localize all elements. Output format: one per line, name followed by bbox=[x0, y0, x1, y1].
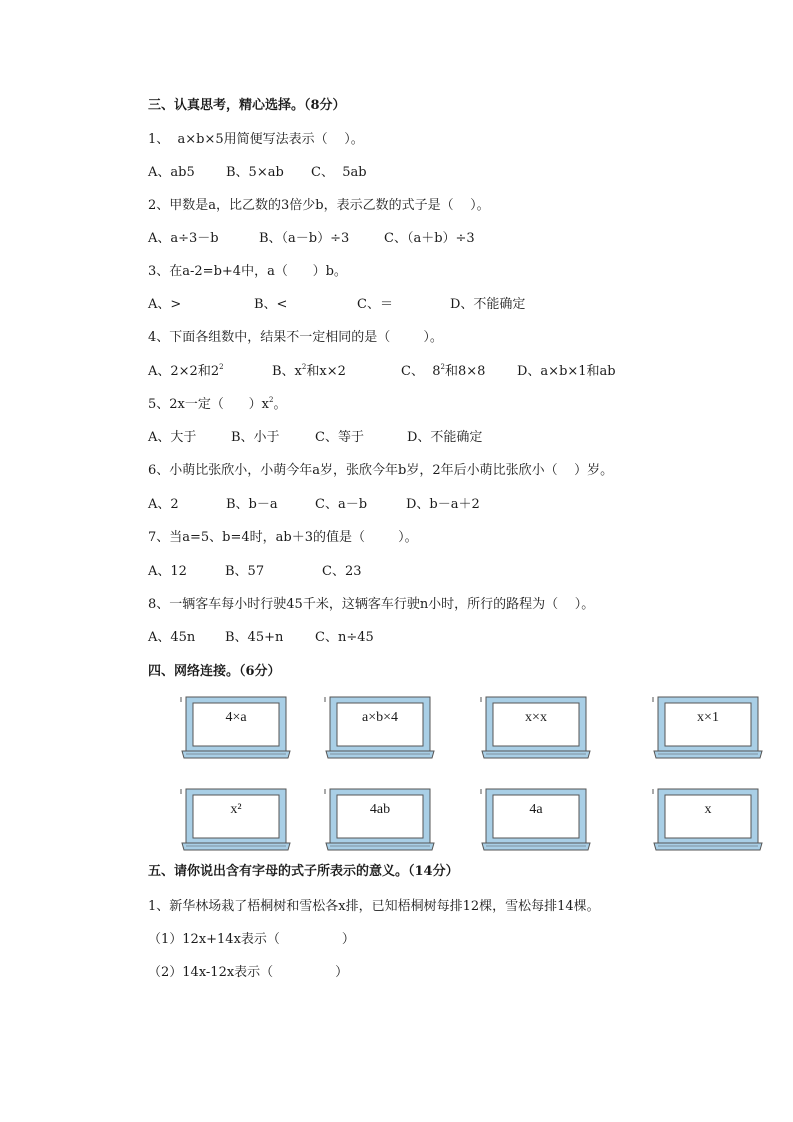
option-c[interactable]: C、23 bbox=[322, 564, 362, 579]
option-b[interactable]: B、5×ab bbox=[226, 165, 284, 180]
option-b[interactable]: B、b－a bbox=[226, 497, 278, 512]
laptop-frame-icon bbox=[652, 695, 764, 761]
question-2-options bbox=[148, 231, 708, 247]
option-d[interactable]: D、不能确定 bbox=[450, 297, 526, 312]
section-4-title: 四、网络连接。（6分） bbox=[148, 664, 281, 679]
option-d[interactable]: D、a×b×1和ab bbox=[517, 364, 616, 379]
option-a[interactable]: A、2 bbox=[148, 497, 179, 512]
question-4-options bbox=[148, 364, 708, 380]
option-a[interactable]: A、12 bbox=[148, 564, 187, 579]
screen-expression: 4a bbox=[529, 802, 543, 817]
question-3-stem: 3、在a-2=b+4中，a（ ）b。 bbox=[148, 264, 347, 279]
laptop-frame-icon bbox=[480, 695, 592, 761]
screen-expression: x² bbox=[230, 802, 242, 817]
option-c[interactable]: C、n÷45 bbox=[315, 630, 374, 645]
question-8-stem: 8、一辆客车每小时行驶45千米，这辆客车行驶n小时，所行的路程为（ ）。 bbox=[148, 597, 595, 612]
question-7-stem: 7、当a=5、b=4时，ab＋3的值是（ ）。 bbox=[148, 530, 418, 545]
section-5-sub-2: （2）14x-12x表示（ ） bbox=[148, 965, 349, 980]
option-a[interactable]: A、2×2和$2^2$ bbox=[148, 363, 224, 379]
question-2-stem: 2、甲数是a，比乙数的3倍少b，表示乙数的式子是（ ）。 bbox=[148, 198, 490, 213]
screen-card-bottom-3[interactable] bbox=[480, 787, 592, 853]
question-6-stem: 6、小萌比张欣小，小萌今年a岁，张欣今年b岁，2年后小萌比张欣小（ ）岁。 bbox=[148, 463, 614, 478]
question-6-options bbox=[148, 497, 708, 513]
laptop-frame-icon bbox=[480, 787, 592, 853]
screen-expression: x×1 bbox=[697, 710, 719, 725]
section-5-title: 五、请你说出含有字母的式子所表示的意义。（14分） bbox=[148, 864, 459, 879]
screen-expression: 4×a bbox=[225, 710, 247, 725]
laptop-frame-icon bbox=[180, 787, 292, 853]
option-b[interactable]: B、57 bbox=[225, 564, 265, 579]
option-b[interactable]: B、小于 bbox=[231, 430, 280, 445]
section-5-question-1: 1、新华林场栽了梧桐树和雪松各x排，已知梧桐树每排12棵，雪松每排14棵。 bbox=[148, 899, 600, 914]
option-c[interactable]: C、a－b bbox=[315, 497, 368, 512]
section-3-title: 三、认真思考，精心选择。（8分） bbox=[148, 98, 346, 113]
question-3-options bbox=[148, 297, 708, 313]
question-4-stem: 4、下面各组数中，结果不一定相同的是（ ）。 bbox=[148, 330, 443, 345]
laptop-frame-icon bbox=[652, 787, 764, 853]
screen-expression: 4ab bbox=[369, 802, 391, 817]
laptop-frame-icon bbox=[324, 787, 436, 853]
laptop-frame-icon bbox=[324, 695, 436, 761]
option-b[interactable]: B、45+n bbox=[225, 630, 284, 645]
screen-expression: x×x bbox=[525, 710, 547, 725]
option-b[interactable]: B、< bbox=[254, 297, 288, 312]
option-c[interactable]: C、 5ab bbox=[311, 165, 367, 180]
question-8-options bbox=[148, 630, 708, 646]
question-5-options bbox=[148, 430, 708, 446]
superscript: 2 bbox=[301, 363, 307, 371]
option-a[interactable]: A、a÷3－b bbox=[148, 231, 219, 246]
screen-card-top-3[interactable] bbox=[480, 695, 592, 761]
screen-card-bottom-4[interactable] bbox=[652, 787, 764, 853]
superscript: 2 bbox=[440, 363, 445, 371]
screen-card-bottom-2[interactable] bbox=[324, 787, 436, 853]
option-c[interactable]: C、 $8^2$和8×8 bbox=[401, 363, 486, 379]
screen-card-top-4[interactable] bbox=[652, 695, 764, 761]
screen-expression: x bbox=[704, 802, 712, 817]
question-1-options bbox=[148, 165, 708, 181]
option-a[interactable]: A、ab5 bbox=[148, 165, 195, 180]
option-a[interactable]: A、大于 bbox=[148, 430, 197, 445]
screen-card-bottom-1[interactable] bbox=[180, 787, 292, 853]
option-c[interactable]: C、等于 bbox=[315, 430, 364, 445]
superscript: 2 bbox=[269, 396, 274, 404]
option-c[interactable]: C、（a＋b）÷3 bbox=[384, 231, 475, 246]
screen-card-top-2[interactable] bbox=[324, 695, 436, 761]
question-1-stem: 1、 a×b×5用简便写法表示（ ）。 bbox=[148, 132, 364, 147]
option-c[interactable]: C、＝ bbox=[357, 297, 393, 312]
option-a[interactable]: A、> bbox=[148, 297, 182, 312]
question-7-options bbox=[148, 564, 708, 580]
option-b[interactable]: B、$x^2$和x×2 bbox=[272, 363, 346, 379]
screen-expression: a×b×4 bbox=[361, 710, 398, 725]
question-5-stem: 5、2x一定（ ）$x^2$。 bbox=[148, 396, 287, 412]
option-d[interactable]: D、不能确定 bbox=[407, 430, 483, 445]
option-a[interactable]: A、45n bbox=[148, 630, 196, 645]
screen-card-top-1[interactable] bbox=[180, 695, 292, 761]
section-5-sub-1: （1）12x+14x表示（ ） bbox=[148, 932, 355, 947]
laptop-frame-icon bbox=[180, 695, 292, 761]
option-b[interactable]: B、（a－b）÷3 bbox=[259, 231, 350, 246]
option-d[interactable]: D、b－a＋2 bbox=[406, 497, 480, 512]
superscript: 2 bbox=[219, 363, 224, 371]
